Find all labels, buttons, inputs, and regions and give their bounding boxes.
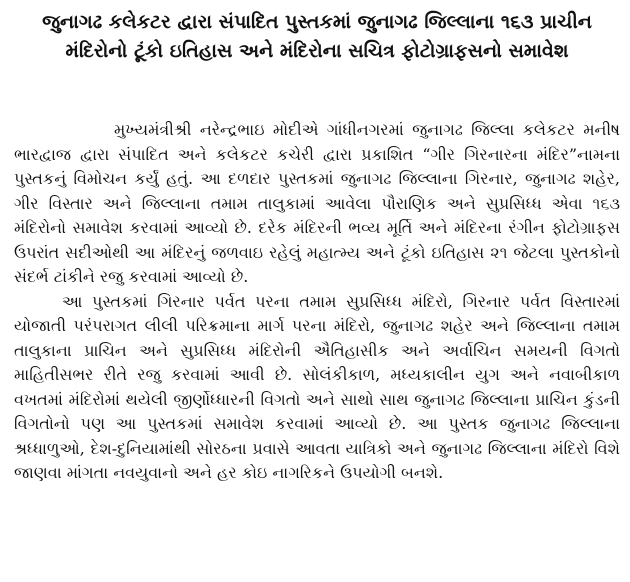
paragraph-1: મુખ્યમંત્રીશ્રી નરેન્દ્રભાઇ મોદીએ ગાંધીનગરમાં જુનાગઢ જિલ્લા કલેકટર મનીષ ભારદ્વાજ દ્વારા સંપાદિત અને કલેકટર કચેરી દ્વારા પ્રકાશિત “ગીર ગિરનારના મંદિર”નામના પુસ્તકનું વિમોચન કર્યું હતું. આ દળદાર પુસ્તકમાં જુનાગઢ જિલ્લાના ગિરનાર, જુનાગઢ શહેર, ગીર વિસ્તાર અને જિલ્લાના તમામ તાલુકામાં આવેલા પૌરાણિક અને સુપ્રસિધ્ધ એવા ૧૬૩ મંદિરોનો સમાવેશ કરવામાં આવ્યો છે. દરેક મંદિરની ભવ્ય મૂર્તિ અને મંદિરના રંગીન ફોટોગ્રાફસ ઉપરાંત સદીઓથી આ મંદિરનું જળવાઇ રહેલું મહાત્મ્ય અને ટૂંકો ઇતિહાસ ૨૧ જેટલા પુસ્તકોનો સંદર્ભ ટાંકીને રજુ કરવામાં આવ્યો છે. <box>14 120 620 286</box>
article-headline <box>14 6 620 66</box>
headline-line-2: મંદિરોનો ટૂંકો ઇતિહાસ અને મંદિરોના સચિત્ર ફોટોગ્રાફસનો સમાવેશ <box>65 40 569 62</box>
article-body <box>14 118 620 486</box>
paragraph-2: આ પુસ્તકમાં ગિરનાર પર્વત પરના તમામ સુપ્રસિધ્ધ મંદિરો, ગિરનાર પર્વત વિસ્તારમાં યોજાતી પરંપરાગત લીલી પરિક્રમાના માર્ગ પરના મંદિરો, જુનાગઢ શહેર અને જિલ્લાના તમામ તાલુકાના પ્રાચિન અને સુપ્રસિધ્ધ મંદિરોની ઐતિહાસીક અને અર્વાચિન સમયની વિગતો માહિતીસભર રીતે રજુ કરવામાં આવી છે. સોલંકીકાળ, મધ્યકાલીન યુગ અને નવાબીકાળ વખતમાં મંદિરોમાં થયેલી જીર્ણોધ્ધારની વિગતો અને સાથો સાથ જુનાગઢ જિલ્લાના પ્રાચિન કુંડની વિગતોનો પણ આ પુસ્તકમાં સમાવેશ કરવામાં આવ્યો છે. આ પુસ્તક જુનાગઢ જિલ્લાના શ્રધ્ધાળુઓ, દેશ-દુનિયામાંથી સોરઠના પ્રવાસે આવતા યાત્રિકો અને જુનાગઢ જિલ્લાના મંદિરો વિશે જાણવા માંગતા નવયુવાનો અને હર કોઇ નાગરિકને ઉપયોગી બનશે. <box>14 291 620 482</box>
headline-line-1: જુનાગઢ કલેકટર દ્વારા સંપાદિત પુસ્તકમાં જુનાગઢ જિલ્લાના ૧૬૩ પ્રાચીન <box>42 11 592 33</box>
